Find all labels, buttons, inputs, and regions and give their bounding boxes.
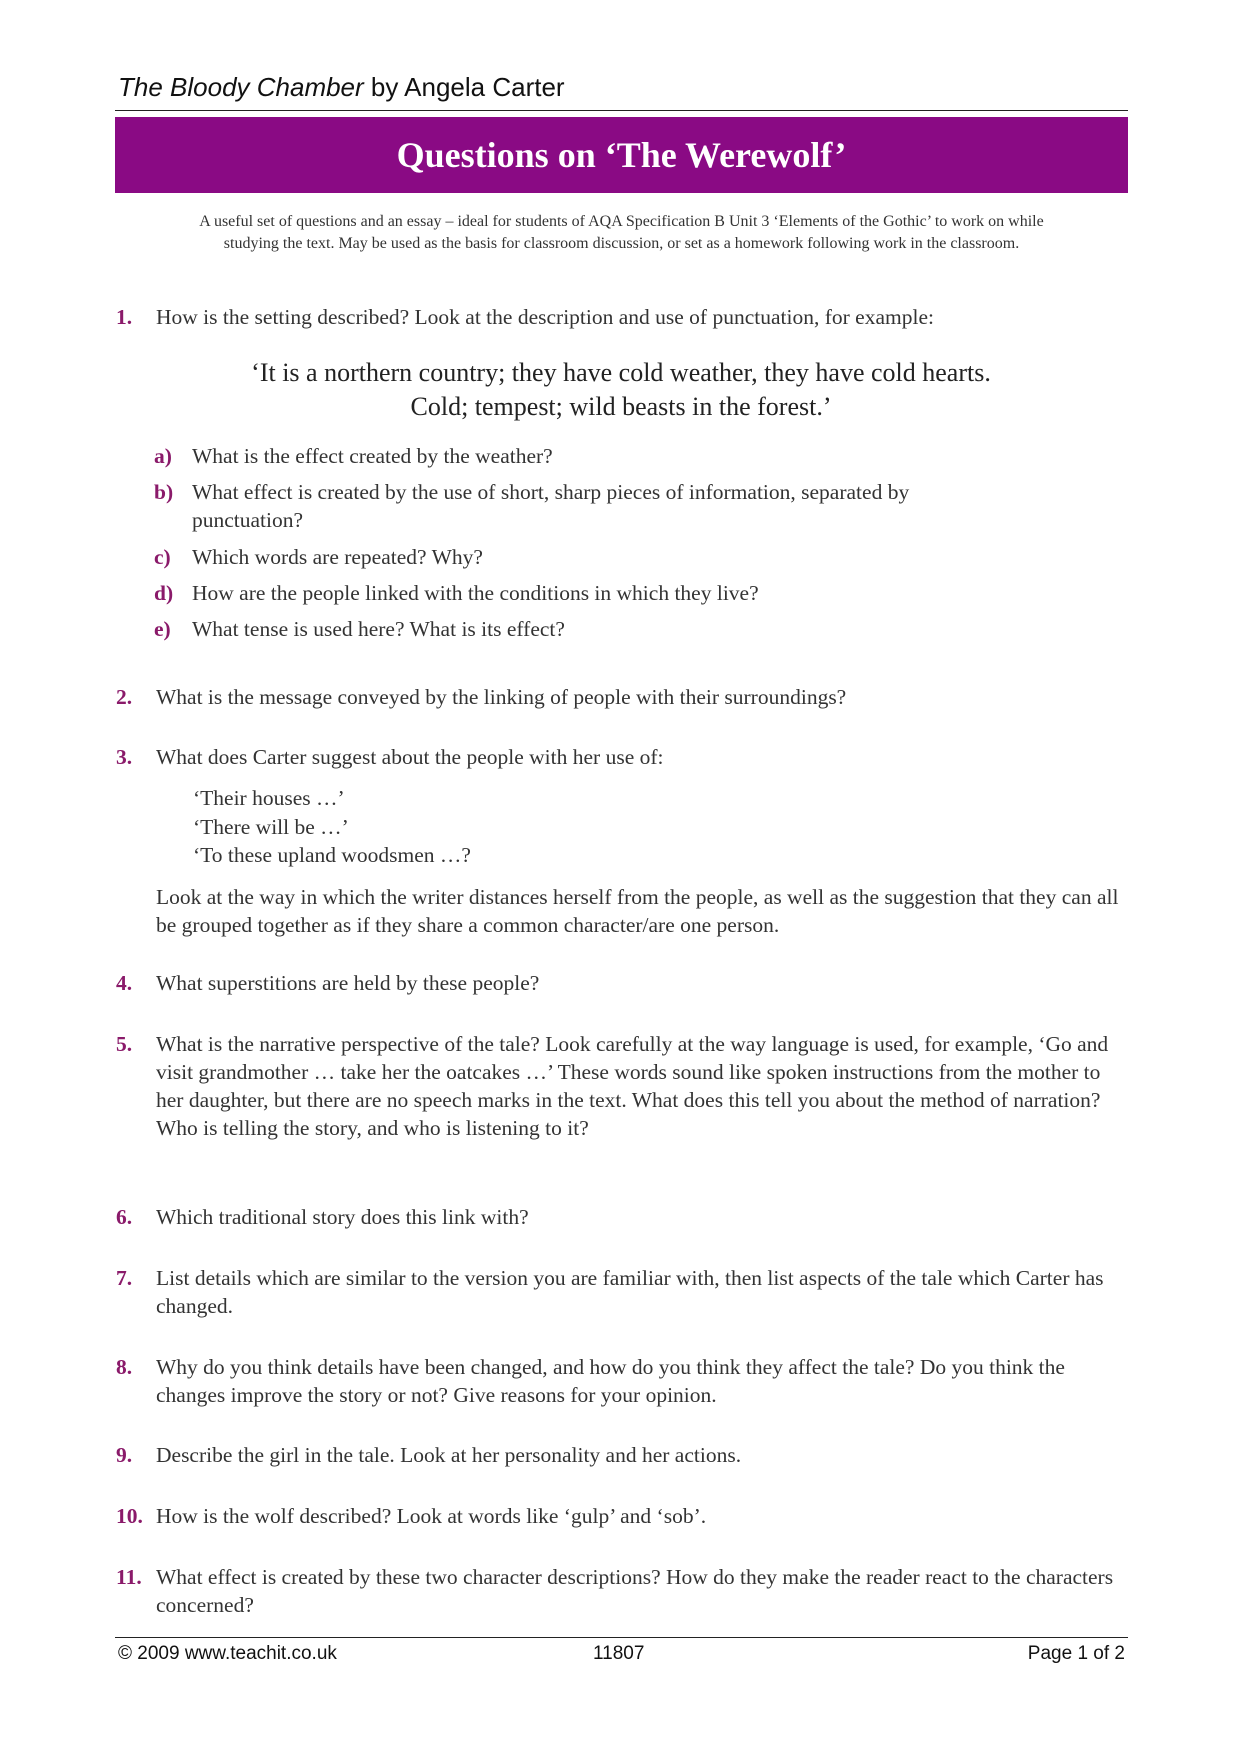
question-text: How is the wolf described? Look at words like ‘gulp’ and ‘sob’. bbox=[156, 1504, 707, 1528]
question-6 bbox=[116, 1203, 1126, 1231]
subquestion-text: What tense is used here? What is its effect? bbox=[192, 617, 565, 641]
question-10 bbox=[116, 1502, 1126, 1530]
subquestion-a bbox=[154, 442, 1014, 470]
quote-line: ‘To these upland woodsmen …? bbox=[193, 843, 471, 867]
question-number: 2. bbox=[116, 685, 133, 709]
question-text: How is the setting described? Look at the description and use of punctuation, for example: bbox=[156, 305, 934, 329]
page-title: Questions on ‘The Werewolf’ bbox=[396, 135, 847, 175]
footer-page-number: Page 1 of 2 bbox=[1027, 1643, 1125, 1664]
question-3 bbox=[116, 743, 1126, 771]
footer-copyright: © 2009 www.teachit.co.uk bbox=[118, 1643, 337, 1664]
subquestion-e bbox=[154, 615, 1014, 643]
question-number: 9. bbox=[116, 1443, 133, 1467]
q1-quotation bbox=[116, 356, 1126, 424]
subquestion-text: How are the people linked with the conditions in which they live? bbox=[192, 581, 759, 605]
question-text: What is the message conveyed by the linking of people with their surroundings? bbox=[156, 685, 847, 709]
question-number: 6. bbox=[116, 1205, 133, 1229]
question-8 bbox=[116, 1353, 1126, 1409]
intro-line: A useful set of questions and an essay – ideal for students of AQA Specification B Unit 3 ‘Elements of the Gothic’ to work on while bbox=[199, 213, 1044, 230]
question-number: 10. bbox=[116, 1504, 143, 1528]
quote-line: Cold; tempest; wild beasts in the forest.’ bbox=[410, 392, 832, 421]
question-number: 5. bbox=[116, 1032, 133, 1056]
question-9 bbox=[116, 1441, 1126, 1469]
footer-code: 11807 bbox=[593, 1643, 645, 1664]
q3-quotations bbox=[193, 784, 471, 870]
subquestion-letter: e) bbox=[154, 617, 171, 641]
subquestion-b bbox=[154, 478, 1014, 534]
subquestion-text: Which words are repeated? Why? bbox=[192, 545, 483, 569]
question-text: What superstitions are held by these people? bbox=[156, 971, 540, 995]
question-text: Which traditional story does this link with? bbox=[156, 1205, 529, 1229]
question-number: 7. bbox=[116, 1266, 133, 1290]
book-title: The Bloody Chamber bbox=[118, 72, 364, 102]
subquestion-letter: d) bbox=[154, 581, 174, 605]
subquestion-letter: a) bbox=[154, 444, 172, 468]
question-number: 4. bbox=[116, 971, 133, 995]
question-text: What does Carter suggest about the people with her use of: bbox=[156, 745, 664, 769]
question-number: 11. bbox=[116, 1565, 142, 1589]
question-text: Describe the girl in the tale. Look at her personality and her actions. bbox=[156, 1443, 742, 1467]
footer-divider bbox=[115, 1637, 1128, 1638]
question-text: What is the narrative perspective of the tale? Look carefully at the way language is used, for example, ‘Go and visit grandmother … take her the oatcakes …’ These words sound like spoken instructions from the mother to her daughter, but there are no speech marks in the text. What does this tell you about the method of narration? Who is telling the story, and who is listening to it? bbox=[156, 1032, 1109, 1140]
question-11 bbox=[116, 1563, 1126, 1619]
header-divider bbox=[115, 110, 1128, 111]
question-4 bbox=[116, 969, 1126, 997]
question-1 bbox=[116, 303, 1126, 331]
question-7 bbox=[116, 1264, 1126, 1320]
intro-line: studying the text. May be used as the basis for classroom discussion, or set as a homework following work in the classroom. bbox=[223, 235, 1020, 252]
question-2 bbox=[116, 683, 1126, 711]
question-text: What effect is created by these two character descriptions? How do they make the reader react to the characters concerned? bbox=[156, 1565, 1114, 1617]
quote-line: ‘Their houses …’ bbox=[193, 786, 345, 810]
author: by Angela Carter bbox=[363, 72, 565, 102]
question-number: 3. bbox=[116, 745, 133, 769]
document-title bbox=[118, 72, 565, 103]
subquestion-text: What effect is created by the use of short, sharp pieces of information, separated by punctuation? bbox=[192, 480, 910, 532]
quote-line: ‘It is a northern country; they have cold weather, they have cold hearts. bbox=[251, 358, 991, 387]
question-text: Why do you think details have been changed, and how do you think they affect the tale? Do you think the changes improve the story or not? Give reasons for your opinion. bbox=[156, 1355, 1065, 1407]
quote-line: ‘There will be …’ bbox=[193, 814, 349, 839]
subquestion-c bbox=[154, 543, 1014, 571]
subquestion-text: What is the effect created by the weather? bbox=[192, 444, 553, 468]
title-banner bbox=[115, 117, 1128, 193]
subquestion-d bbox=[154, 579, 1014, 607]
question-number: 8. bbox=[116, 1355, 133, 1379]
subquestion-letter: c) bbox=[154, 545, 171, 569]
question-number: 1. bbox=[116, 305, 133, 329]
subquestion-letter: b) bbox=[154, 480, 174, 504]
q3-note: Look at the way in which the writer distances herself from the people, as well as the suggestion that they can all be grouped together as if they share a common character/are one person. bbox=[156, 885, 1119, 937]
intro-text bbox=[125, 211, 1118, 255]
question-5 bbox=[116, 1030, 1126, 1142]
question-text: List details which are similar to the version you are familiar with, then list aspects of the tale which Carter has changed. bbox=[156, 1266, 1104, 1318]
